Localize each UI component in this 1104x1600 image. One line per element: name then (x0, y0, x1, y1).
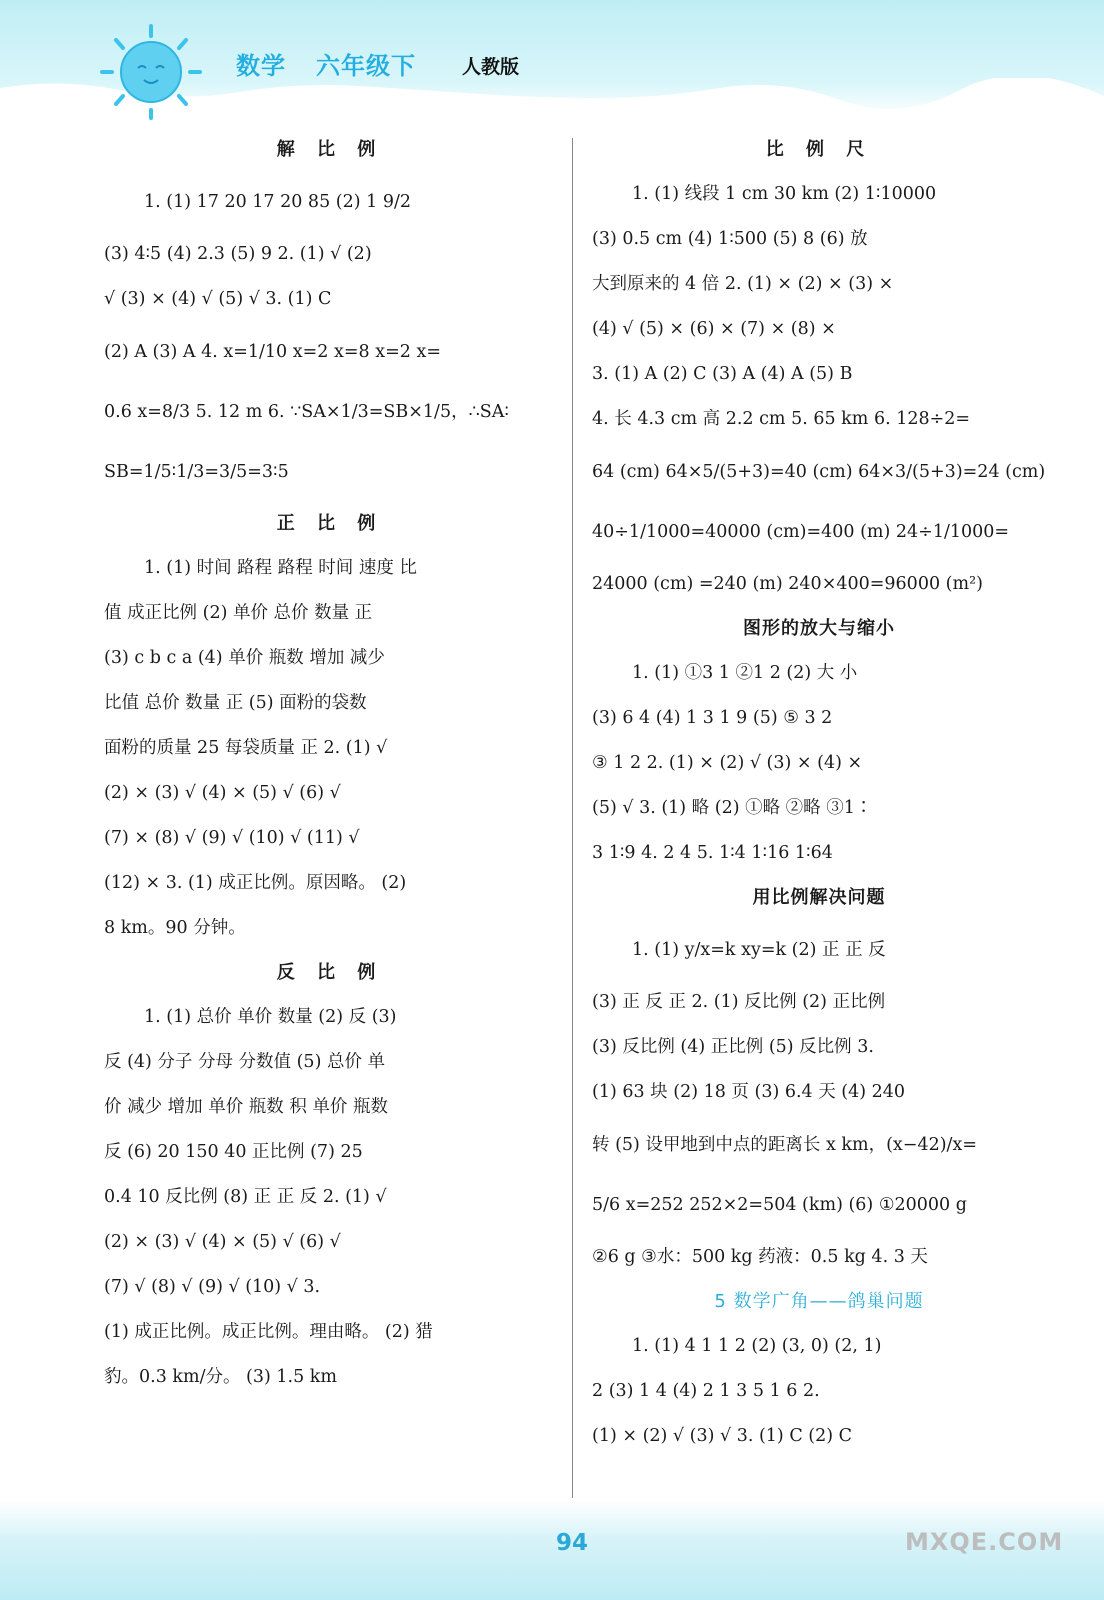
answer-line: 值 成正比例 (2) 单价 总价 数量 正 (104, 603, 373, 623)
answer-line: √ (3) × (4) √ (5) √ 3. (1) C (104, 289, 332, 309)
answer-line: (4) √ (5) × (6) × (7) × (8) × (592, 319, 836, 339)
answer-line: 面粉的质量 25 每袋质量 正 2. (1) √ (104, 738, 388, 758)
answer-line: 1. (1) 4 1 1 2 (2) (3, 0) (2, 1) (632, 1336, 882, 1356)
answer-line: ③ 1 2 2. (1) × (2) √ (3) × (4) × (592, 753, 863, 773)
answer-line: (3) 4∶5 (4) 2.3 (5) 9 2. (1) √ (2) (104, 244, 372, 264)
answer-line: 1. (1) y/x=k xy=k (2) 正 正 反 (632, 940, 886, 960)
answer-line: 0.4 10 反比例 (8) 正 正 反 2. (1) √ (104, 1187, 387, 1207)
section-title: 用比例解决问题 (752, 887, 886, 908)
answer-line: 64 (cm) 64×5/(5+3)=40 (cm) 64×3/(5+3)=24 (cm) (592, 462, 1046, 482)
answer-line: 大到原来的 4 倍 2. (1) × (2) × (3) × (592, 274, 894, 294)
answer-line: 8 km。90 分钟。 (104, 918, 246, 938)
answer-line: 豹。0.3 km/分。 (3) 1.5 km (104, 1367, 337, 1387)
grade-title: 六年级下 (316, 52, 416, 80)
answer-line: ②6 g ③水：500 kg 药液：0.5 kg 4. 3 天 (592, 1247, 928, 1267)
answer-line: (3) 正 反 正 2. (1) 反比例 (2) 正比例 (592, 992, 886, 1012)
answer-line: (3) c b c a (4) 单价 瓶数 增加 减少 (104, 648, 385, 668)
page-header (0, 0, 1104, 118)
answer-line: 反 (4) 分子 分母 分数值 (5) 总价 单 (104, 1052, 386, 1072)
answer-line: (2) A (3) A 4. x=1/10 x=2 x=8 x=2 x= (104, 342, 441, 362)
answer-line: (2) × (3) √ (4) × (5) √ (6) √ (104, 783, 341, 803)
answer-line: (3) 6 4 (4) 1 3 1 9 (5) ⑤ 3 2 (592, 708, 833, 728)
column-divider (572, 138, 573, 1498)
answer-line: 0.6 x=8/3 5. 12 m 6. ∵SA×1/3=SB×1/5，∴SA∶ (104, 402, 509, 422)
watermark-logo: MXQE.COM (905, 1528, 1064, 1556)
answer-line: 价 减少 增加 单价 瓶数 积 单价 瓶数 (104, 1097, 388, 1117)
sun-icon (96, 22, 206, 122)
answer-line: 比值 总价 数量 正 (5) 面粉的袋数 (104, 693, 367, 713)
subject-title: 数学 (236, 52, 286, 80)
section-title: 反 比 例 (276, 962, 384, 983)
answer-line: (7) √ (8) √ (9) √ (10) √ 3. (104, 1277, 321, 1297)
answer-line: 1. (1) 总价 单价 数量 (2) 反 (3) (144, 1007, 397, 1027)
answer-line: 3. (1) A (2) C (3) A (4) A (5) B (592, 364, 853, 384)
answer-line: (1) × (2) √ (3) √ 3. (1) C (2) C (592, 1426, 853, 1446)
left-column (104, 128, 556, 1400)
answer-line: (3) 反比例 (4) 正比例 (5) 反比例 3. (592, 1037, 874, 1057)
edition-label: 人教版 (462, 56, 520, 78)
answer-line: (3) 0.5 cm (4) 1∶500 (5) 8 (6) 放 (592, 229, 868, 249)
answer-line: (5) √ 3. (1) 略 (2) ①略 ②略 ③1∶ (592, 798, 873, 818)
section-title: 5 数学广角——鸽巢问题 (714, 1291, 924, 1312)
answer-line: 反 (6) 20 150 40 正比例 (7) 25 (104, 1142, 363, 1162)
answer-line: 2 (3) 1 4 (4) 2 1 3 5 1 6 2. (592, 1381, 820, 1401)
section-title: 比 例 尺 (765, 139, 873, 160)
section-title: 图形的放大与缩小 (743, 618, 895, 639)
answer-line: (2) × (3) √ (4) × (5) √ (6) √ (104, 1232, 341, 1252)
answer-line: 24000 (cm) =240 (m) 240×400=96000 (m²) (592, 574, 983, 594)
page-number: 94 (556, 1530, 589, 1556)
answer-line: 1. (1) 线段 1 cm 30 km (2) 1∶10000 (632, 184, 937, 204)
answer-line: (1) 63 块 (2) 18 页 (3) 6.4 天 (4) 240 (592, 1082, 906, 1102)
answer-line: 1. (1) 时间 路程 路程 时间 速度 比 (144, 558, 417, 578)
answer-line: 3 1∶9 4. 2 4 5. 1∶4 1∶16 1∶64 (592, 843, 833, 863)
right-column (592, 128, 1046, 1459)
answer-line: 40÷1/1000=40000 (cm)=400 (m) 24÷1/1000= (592, 522, 1010, 542)
answer-line: 1. (1) 17 20 17 20 85 (2) 1 9/2 (144, 192, 411, 212)
section-title: 正 比 例 (276, 513, 384, 534)
answer-line: 5/6 x=252 252×2=504 (km) (6) ①20000 g (592, 1195, 967, 1215)
answer-line: (12) × 3. (1) 成正比例。原因略。 (2) (104, 873, 407, 893)
answer-line: 1. (1) ①3 1 ②1 2 (2) 大 小 (632, 663, 858, 683)
answer-line: 4. 长 4.3 cm 高 2.2 cm 5. 65 km 6. 128÷2= (592, 409, 971, 429)
section-title: 解 比 例 (276, 139, 384, 160)
answer-line: SB=1/5∶1/3=3/5=3∶5 (104, 462, 289, 482)
answer-line: 转 (5) 设甲地到中点的距离长 x km，(x−42)/x= (592, 1135, 977, 1155)
answer-line: (7) × (8) √ (9) √ (10) √ (11) √ (104, 828, 360, 848)
answer-line: (1) 成正比例。成正比例。理由略。 (2) 猎 (104, 1322, 433, 1342)
